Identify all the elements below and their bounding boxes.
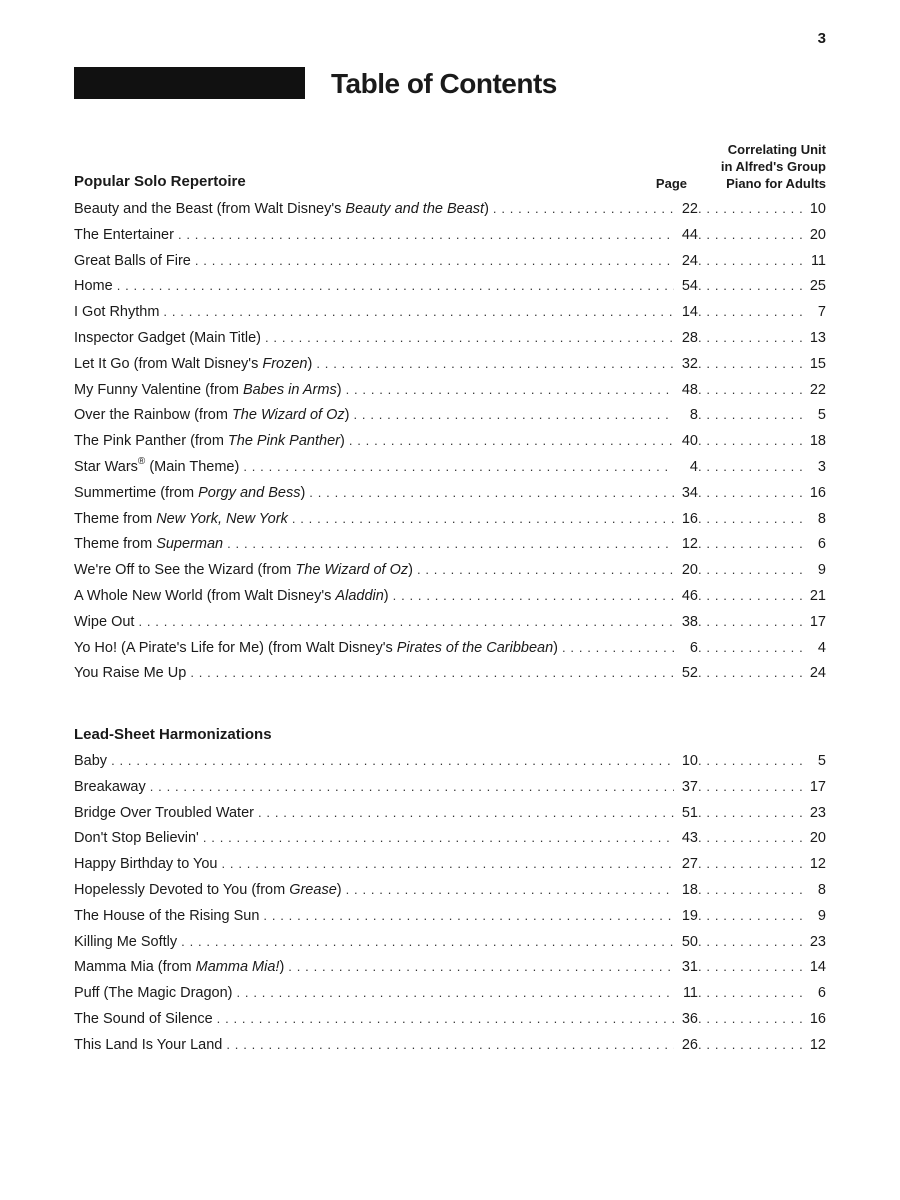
dot-leader: [698, 800, 806, 826]
dot-leader: [292, 506, 674, 532]
page-title: Table of Contents: [331, 68, 557, 99]
dot-leader: [698, 825, 806, 851]
toc-entry-title-text: My Funny Valentine (from: [74, 381, 243, 398]
dot-leader: [698, 428, 806, 454]
toc-entry-title-text: Home: [74, 278, 113, 295]
toc-entry-title-end: ): [336, 381, 342, 398]
toc-entry-unit: 13: [809, 329, 826, 346]
toc-entry: [74, 660, 826, 686]
toc-entry-title-text: Theme from: [74, 536, 157, 553]
toc-entry-title-text: Breakaway: [74, 778, 146, 795]
toc-entry-title: [74, 455, 243, 481]
toc-entry-title-end: (Main Theme): [145, 458, 240, 475]
toc-entry-title: [74, 775, 150, 801]
toc-entry-page: 54: [681, 278, 698, 295]
dot-leader: [698, 903, 806, 929]
dot-leader: [698, 299, 806, 325]
toc-entry: [74, 903, 826, 929]
toc-entry: [74, 800, 826, 826]
dot-leader: [698, 325, 806, 351]
dot-leader: [237, 980, 675, 1006]
dot-leader: [698, 929, 806, 955]
dot-leader: [111, 748, 674, 774]
toc-entry-unit: 7: [817, 304, 826, 321]
toc-entry: [74, 929, 826, 955]
toc-entry-title: [74, 507, 292, 533]
toc-entry-unit: 24: [809, 665, 826, 682]
toc-entry-title: [74, 532, 227, 558]
dot-leader: [698, 877, 806, 903]
toc-entry-unit: 12: [809, 1036, 826, 1053]
dot-leader: [353, 402, 674, 428]
toc-entry-title-end: ): [336, 881, 342, 898]
toc-entry: [74, 531, 826, 557]
toc-entry-page: 48: [681, 381, 698, 398]
toc-entry-title-text: Happy Birthday to You: [74, 856, 218, 873]
toc-entry-title-italic: The Wizard of Oz: [231, 407, 345, 424]
toc-entry-title-text: Hopelessly Devoted to You (from: [74, 881, 290, 898]
toc-entry-title-italic: Grease: [289, 881, 337, 898]
toc-entry-page: 14: [681, 304, 698, 321]
dot-leader: [698, 980, 806, 1006]
toc-entry-title: [74, 661, 190, 687]
toc-entry-title: [74, 852, 222, 878]
toc-entry: [74, 635, 826, 661]
toc-entry-title-text: Star Wars: [74, 458, 138, 475]
dot-leader: [698, 377, 806, 403]
toc-entry-title: [74, 403, 353, 429]
toc-entry-page: 32: [681, 355, 698, 372]
dot-leader: [698, 609, 806, 635]
toc-entry-unit: 8: [817, 881, 826, 898]
toc-entry-title-text: Over the Rainbow (from: [74, 407, 232, 424]
toc-entry-title-italic: The Wizard of Oz: [295, 562, 409, 579]
toc-entry-page: 19: [681, 907, 698, 924]
toc-entry-title-text: Summertime (from: [74, 484, 199, 501]
dot-leader: [227, 531, 674, 557]
toc-entry-page: 40: [681, 433, 698, 450]
toc-entry-title: [74, 584, 393, 610]
toc-entry: [74, 851, 826, 877]
toc-entry-page: 22: [681, 201, 698, 217]
toc-entry-unit: 9: [817, 562, 826, 579]
toc-entry-title: [74, 1033, 226, 1059]
dot-leader: [243, 454, 674, 480]
toc-entry-title-text: Don't Stop Believin': [74, 830, 199, 847]
toc-entry-title: [74, 481, 309, 507]
toc-entry-unit: 12: [809, 856, 826, 873]
toc-entry-page: 12: [681, 536, 698, 553]
toc-entry-title-text: Beauty and the Beast (from Walt Disney's: [74, 201, 346, 217]
dot-leader: [288, 954, 674, 980]
dot-leader: [263, 903, 674, 929]
toc-entry-page: 27: [681, 856, 698, 873]
toc-entry: [74, 325, 826, 351]
toc-entry-unit: 8: [817, 510, 826, 527]
dot-leader: [346, 377, 674, 403]
toc-entry: [74, 825, 826, 851]
toc-entry-title-text: Great Balls of Fire: [74, 252, 191, 269]
dot-leader: [117, 273, 674, 299]
toc-entry-title: [74, 300, 163, 326]
dot-leader: [698, 351, 806, 377]
toc-entry-title-superscript: ®: [137, 456, 146, 468]
page-number: 3: [817, 30, 826, 47]
toc-entry: [74, 954, 826, 980]
column-header-unit-line: Correlating Unit: [727, 142, 826, 157]
toc-entry-title: [74, 801, 258, 827]
toc-entry: [74, 196, 826, 222]
toc-entry-title-text: Inspector Gadget (Main Title): [74, 329, 261, 346]
dot-leader: [181, 929, 674, 955]
toc-entry-title-text: Theme from: [74, 510, 157, 527]
toc-entry-title-end: ): [307, 355, 313, 372]
toc-entry-unit: 6: [817, 985, 826, 1002]
toc-entry: [74, 609, 826, 635]
toc-entry-title: [74, 558, 417, 584]
toc-entry-title-end: ): [484, 201, 489, 217]
toc-entry-unit: 23: [809, 804, 826, 821]
toc-entry-page: 4: [689, 458, 698, 475]
toc-entry-page: 51: [681, 804, 698, 821]
toc-entry-title-text: Mamma Mia (from: [74, 959, 196, 976]
dot-leader: [698, 1006, 806, 1032]
toc-entry-page: 26: [681, 1036, 698, 1053]
toc-entry-title-italic: Aladdin: [335, 587, 384, 604]
toc-entry-page: 43: [681, 830, 698, 847]
dot-leader: [698, 851, 806, 877]
toc-entry-title-text: Killing Me Softly: [74, 933, 178, 950]
dot-leader: [226, 1032, 674, 1058]
toc-entry-unit: 18: [809, 433, 826, 450]
dot-leader: [203, 825, 674, 851]
toc-entry: [74, 506, 826, 532]
toc-entry: [74, 402, 826, 428]
dot-leader: [698, 480, 806, 506]
dot-leader: [346, 877, 674, 903]
toc-entry-unit: 14: [809, 959, 826, 976]
toc-entry: [74, 1032, 826, 1058]
column-header-unit-line: in Alfred's Group: [720, 159, 826, 174]
toc-entry-title: [74, 610, 138, 636]
toc-entry-page: 31: [681, 959, 698, 976]
dot-leader: [150, 774, 674, 800]
toc-entry-title: [74, 636, 562, 662]
toc-entry-title-end: ): [344, 407, 350, 424]
dot-leader: [265, 325, 674, 351]
toc-entry: [74, 557, 826, 583]
toc-entry-page: 50: [681, 933, 698, 950]
toc-entry-title: [74, 749, 111, 775]
toc-entry-title: [74, 930, 181, 956]
toc-entry-title: [74, 1007, 217, 1033]
toc-entry-unit: 21: [809, 587, 826, 604]
toc-entry: [74, 774, 826, 800]
toc-entry: [74, 377, 826, 403]
toc-entry-unit: 4: [817, 639, 826, 656]
toc-entry-title: [74, 826, 203, 852]
toc-entry-title-text: This Land Is Your Land: [74, 1036, 223, 1053]
toc-entry-page: 18: [681, 881, 698, 898]
toc-entry-unit: 10: [809, 201, 826, 217]
dot-leader: [698, 402, 806, 428]
toc-entry-page: 34: [681, 484, 698, 501]
toc-entry-title-text: Wipe Out: [74, 613, 135, 630]
toc-entry-title: [74, 274, 117, 300]
toc-entry: [74, 248, 826, 274]
toc-entry-page: 10: [681, 753, 698, 769]
dot-leader: [222, 851, 675, 877]
toc-entry-title: [74, 197, 493, 223]
dot-leader: [349, 428, 674, 454]
toc-entry-title-text: A Whole New World (from Walt Disney's: [74, 587, 336, 604]
toc-entry-title: [74, 878, 346, 904]
dot-leader: [138, 609, 674, 635]
dot-leader: [178, 222, 674, 248]
toc-entry-title-end: ): [279, 959, 285, 976]
toc-entry-page: 6: [689, 639, 698, 656]
toc-entry-title-end: ): [553, 639, 558, 656]
toc-entry: [74, 454, 826, 480]
toc-entry-title-text: The Entertainer: [74, 226, 174, 243]
column-header-page: Page: [655, 176, 687, 191]
toc-entry-title-end: ): [300, 484, 306, 501]
section-heading-lead-sheet: Lead-Sheet Harmonizations: [74, 726, 272, 743]
toc-entry-unit: 23: [809, 933, 826, 950]
toc-entry-title-text: The House of the Rising Sun: [74, 907, 260, 924]
toc-entry-unit: 6: [817, 536, 826, 553]
toc-entry-title-text: You Raise Me Up: [74, 665, 187, 682]
toc-entry-unit: 3: [817, 458, 826, 475]
toc-list-popular-solo: [74, 196, 826, 686]
toc-entry-page: 52: [681, 665, 698, 682]
toc-entry-unit: 17: [809, 613, 826, 630]
toc-entry-page: 8: [689, 407, 698, 424]
toc-entry-page: 44: [681, 226, 698, 243]
toc-entry-page: 46: [681, 587, 698, 604]
toc-entry-page: 16: [681, 510, 698, 527]
toc-entry-title: [74, 326, 265, 352]
toc-entry-title-italic: Mamma Mia!: [195, 959, 280, 976]
toc-entry: [74, 273, 826, 299]
toc-entry-title-italic: Frozen: [262, 355, 308, 372]
dot-leader: [698, 635, 806, 661]
toc-entry-title: [74, 955, 288, 981]
dot-leader: [698, 557, 806, 583]
dot-leader: [698, 1032, 806, 1058]
dot-leader: [316, 351, 674, 377]
dot-leader: [698, 531, 806, 557]
toc-entry-unit: 9: [817, 907, 826, 924]
toc-entry: [74, 980, 826, 1006]
toc-entry: [74, 748, 826, 774]
toc-entry: [74, 1006, 826, 1032]
toc-entry-unit: 20: [809, 226, 826, 243]
dot-leader: [562, 635, 674, 661]
section-heading-popular-solo: Popular Solo Repertoire: [74, 173, 246, 190]
toc-entry-page: 36: [681, 1010, 698, 1027]
dot-leader: [190, 660, 674, 686]
dot-leader: [698, 248, 806, 274]
toc-entry-title: [74, 352, 316, 378]
dot-leader: [698, 954, 806, 980]
toc-entry-title: [74, 981, 237, 1007]
toc-entry-title: [74, 223, 178, 249]
dot-leader: [698, 454, 806, 480]
toc-entry-unit: 17: [809, 778, 826, 795]
dot-leader: [258, 800, 674, 826]
toc-entry-title: [74, 904, 263, 930]
toc-entry-page: 28: [681, 329, 698, 346]
dot-leader: [698, 660, 806, 686]
toc-entry-unit: 20: [809, 830, 826, 847]
toc-entry: [74, 299, 826, 325]
toc-entry: [74, 351, 826, 377]
dot-leader: [698, 774, 806, 800]
toc-entry-title-italic: Superman: [156, 536, 224, 553]
toc-entry-page: 37: [681, 778, 698, 795]
toc-entry-title-italic: The Pink Panther: [227, 433, 340, 450]
toc-entry-page: 38: [681, 613, 698, 630]
dot-leader: [309, 480, 674, 506]
toc-entry-unit: 25: [809, 278, 826, 295]
toc-entry-title: [74, 378, 346, 404]
toc-entry-page: 11: [682, 985, 698, 1002]
dot-leader: [217, 1006, 674, 1032]
toc-entry-title-text: The Pink Panther (from: [74, 433, 228, 450]
dot-leader: [698, 583, 806, 609]
dot-leader: [417, 557, 674, 583]
toc-entry-title: [74, 429, 349, 455]
toc-entry-title-text: Bridge Over Troubled Water: [74, 804, 254, 821]
toc-entry-page: 24: [681, 252, 698, 269]
toc-entry-title-text: Baby: [74, 753, 108, 769]
dot-leader: [698, 506, 806, 532]
toc-entry-title-italic: New York, New York: [156, 510, 288, 527]
toc-entry-unit: 16: [809, 1010, 826, 1027]
toc-entry-title-end: ): [339, 433, 345, 450]
toc-entry-title-text: Let It Go (from Walt Disney's: [74, 355, 263, 372]
column-header-unit-line: Piano for Adults: [726, 176, 826, 191]
toc-entry-title-italic: Babes in Arms: [242, 381, 337, 398]
toc-entry-title-text: The Sound of Silence: [74, 1010, 213, 1027]
toc-entry-unit: 11: [810, 252, 826, 269]
toc-entry-title-text: We're Off to See the Wizard (from: [74, 562, 296, 579]
toc-entry-title: [74, 249, 195, 275]
toc-entry-title-italic: Pirates of the Caribbean: [396, 639, 554, 656]
dot-leader: [698, 273, 806, 299]
toc-entry-title-italic: Beauty and the Beast: [345, 201, 485, 217]
toc-entry: [74, 583, 826, 609]
toc-entry-unit: 15: [809, 355, 826, 372]
toc-entry: [74, 877, 826, 903]
toc-entry-title-text: Yo Ho! (A Pirate's Life for Me) (from Walt Disney's: [74, 639, 397, 656]
toc-entry-page: 20: [681, 562, 698, 579]
dot-leader: [698, 748, 806, 774]
toc-entry-unit: 22: [809, 381, 826, 398]
title-decorative-bar: [74, 67, 305, 99]
dot-leader: [493, 196, 674, 222]
toc-entry-title-text: I Got Rhythm: [74, 304, 160, 321]
toc-entry-unit: 5: [817, 753, 826, 769]
toc-entry-unit: 5: [817, 407, 826, 424]
toc-entry: [74, 480, 826, 506]
dot-leader: [698, 222, 806, 248]
toc-entry-title-text: Puff (The Magic Dragon): [74, 985, 233, 1002]
toc-entry-unit: 16: [809, 484, 826, 501]
toc-entry-title-end: ): [383, 587, 389, 604]
dot-leader: [163, 299, 674, 325]
dot-leader: [393, 583, 674, 609]
toc-entry-title-end: ): [408, 562, 413, 579]
toc-entry-title-italic: Porgy and Bess: [198, 484, 301, 501]
toc-entry: [74, 222, 826, 248]
toc-entry: [74, 428, 826, 454]
dot-leader: [698, 196, 806, 222]
dot-leader: [195, 248, 674, 274]
toc-list-lead-sheet: [74, 748, 826, 1058]
